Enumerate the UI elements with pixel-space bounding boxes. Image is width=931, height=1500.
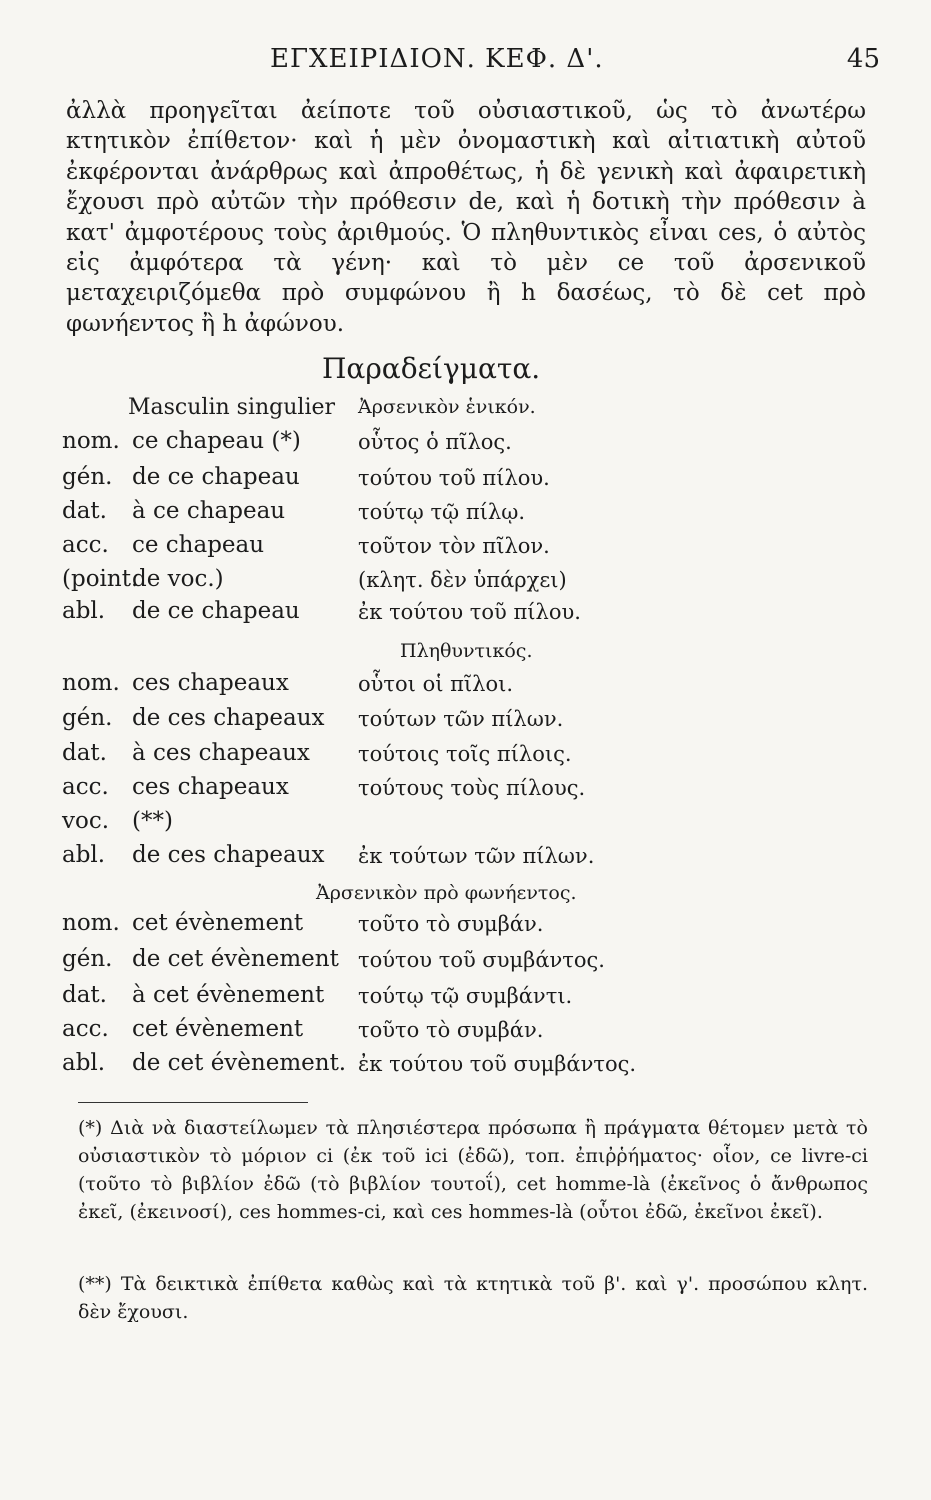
case-label: acc.	[62, 774, 109, 800]
greek-form: τούτου τοῦ συμβάντος.	[358, 948, 605, 972]
case-label: nom.	[62, 428, 120, 454]
french-form: ce chapeau	[132, 532, 265, 558]
french-form: (**)	[132, 808, 173, 834]
page-number: 45	[846, 44, 880, 74]
greek-form: τούτου τοῦ πίλου.	[358, 466, 550, 490]
declension-row	[62, 842, 882, 876]
greek-form: ἐκ τούτου τοῦ πίλου.	[358, 600, 581, 624]
declension-row	[62, 910, 882, 944]
declension-row	[62, 670, 882, 704]
case-label: dat.	[62, 498, 107, 524]
case-label: gén.	[62, 464, 113, 490]
greek-form: τούτους τοὺς πίλους.	[358, 776, 586, 800]
declension-row	[62, 428, 882, 462]
french-form: de cet évènement.	[132, 1050, 347, 1076]
french-form: à ces chapeaux	[132, 740, 310, 766]
case-label: dat.	[62, 982, 107, 1008]
declension-row	[62, 1050, 882, 1084]
declension-row	[62, 808, 882, 842]
greek-form: τοῦτο τὸ συμβάν.	[358, 1018, 544, 1042]
column-head-french: Masculin singulier	[128, 395, 336, 420]
paragraph-text: ἀλλὰ προηγεῖται ἀείποτε τοῦ οὐσιαστικοῦ, ὡς τὸ ἀνωτέρω κτητικὸν ἐπίθετον· καὶ ἡ μὲν ὀνομαστικὴ καὶ αἰτιατικὴ αὐτοῦ ἐκφέρονται ἀνάρθρως καὶ ἀπροθέτως, ἡ δὲ γενικὴ καὶ ἀφαιρετικὴ ἔχουσι πρὸ αὐτῶν τὴν πρόθεσιν de, καὶ ἡ δοτικὴ τὴν πρόθεσιν à κατ' ἀμφοτέρους τοὺς ἀριθμούς. Ὁ πληθυντικὸς εἶναι ces, ὁ αὐτὸς εἰς ἀμφότερα τὰ γένη· καὶ τὸ μὲν ce τοῦ ἀρσενικοῦ μεταχειριζόμεθα πρὸ συμφώνου ἢ h δασέως, τὸ δὲ cet πρὸ φωνήεντος ἢ h ἀφώνου.	[66, 98, 866, 337]
case-label: abl.	[62, 1050, 106, 1076]
declension-row	[62, 740, 882, 774]
greek-form: τοῦτον τὸν πῖλον.	[358, 534, 550, 558]
running-header	[70, 44, 880, 84]
declension-row	[62, 1016, 882, 1050]
case-label: acc.	[62, 1016, 109, 1042]
greek-form: ἐκ τούτου τοῦ συμβάντος.	[358, 1052, 637, 1076]
case-label: dat.	[62, 740, 107, 766]
declension-row	[62, 982, 882, 1016]
greek-form: οὗτος ὁ πῖλος.	[358, 430, 512, 454]
declension-row	[62, 532, 882, 566]
french-form: cet évènement	[132, 910, 304, 936]
declension-row	[62, 774, 882, 808]
header-title: ΕΓΧΕΙΡΙΔΙΟΝ. ΚΕΦ. Δ'.	[270, 44, 604, 74]
declension-row	[62, 566, 882, 600]
declension-row	[62, 598, 882, 632]
footnote-2: (**) Τὰ δεικτικὰ ἐπίθετα καθὼς καὶ τὰ κτητικὰ τοῦ β'. καὶ γ'. προσώπου κλητ. δὲν ἔχουσι.	[78, 1273, 868, 1323]
case-label: gén.	[62, 946, 113, 972]
french-form: de ces chapeaux	[132, 842, 325, 868]
french-form: ces chapeaux	[132, 774, 289, 800]
french-form: à ce chapeau	[132, 498, 286, 524]
greek-form: τούτῳ τῷ συμβάντι.	[358, 984, 573, 1008]
case-label: nom.	[62, 670, 120, 696]
greek-form: τοῦτο τὸ συμβάν.	[358, 912, 544, 936]
case-label: nom.	[62, 910, 120, 936]
case-label: abl.	[62, 842, 106, 868]
declension-row	[62, 946, 882, 980]
case-label: gén.	[62, 705, 113, 731]
greek-form: (κλητ. δὲν ὑπάρχει)	[358, 568, 567, 592]
french-form: de ce chapeau	[132, 598, 300, 624]
case-label: (point.	[62, 566, 139, 592]
column-head-greek: Ἀρσενικὸν ἑνικόν.	[358, 396, 536, 418]
greek-form: τούτῳ τῷ πίλῳ.	[358, 500, 526, 524]
french-form: de ces chapeaux	[132, 705, 325, 731]
greek-form: οὗτοι οἱ πῖλοι.	[358, 672, 514, 696]
footnote-rule	[78, 1102, 308, 1103]
french-form: de cet évènement	[132, 946, 339, 972]
french-form: ces chapeaux	[132, 670, 289, 696]
french-form: de ce chapeau	[132, 464, 300, 490]
case-label: acc.	[62, 532, 109, 558]
french-form: ce chapeau (*)	[132, 428, 301, 454]
french-form: de voc.)	[132, 566, 224, 592]
plural-label: Πληθυντικός.	[400, 640, 533, 662]
body-paragraph	[66, 96, 866, 339]
declension-row	[62, 464, 882, 498]
french-form: à cet évènement	[132, 982, 325, 1008]
declension-row	[62, 498, 882, 532]
examples-title: Παραδείγματα.	[322, 352, 541, 385]
case-label: voc.	[62, 808, 110, 834]
greek-form: ἐκ τούτων τῶν πίλων.	[358, 844, 595, 868]
declension-row	[62, 705, 882, 739]
french-form: cet évènement	[132, 1016, 304, 1042]
vowel-section-label: Ἀρσενικὸν πρὸ φωνήεντος.	[316, 882, 577, 904]
case-label: abl.	[62, 598, 106, 624]
greek-form: τούτων τῶν πίλων.	[358, 707, 564, 731]
greek-form: τούτοις τοῖς πίλοις.	[358, 742, 572, 766]
footnote-1: (*) Διὰ νὰ διαστείλωμεν τὰ πλησιέστερα πρόσωπα ἢ πράγματα θέτομεν μετὰ τὸ οὐσιαστικὸν τὸ μόριον ci (ἐκ τοῦ ici (ἐδῶ), τοπ. ἐπιῤῥήματος· οἷον, ce livre-ci (τοῦτο τὸ βιβλίον ἐδῶ (τὸ βιβλίον τουτοΐ), cet homme-là (ἐκεῖνος ὁ ἄνθρωπος ἐκεῖ, (ἐκεινοσί), ces hommes-ci, καὶ ces hommes-là (οὗτοι ἐδῶ, ἐκεῖνοι ἐκεῖ).	[78, 1117, 868, 1223]
